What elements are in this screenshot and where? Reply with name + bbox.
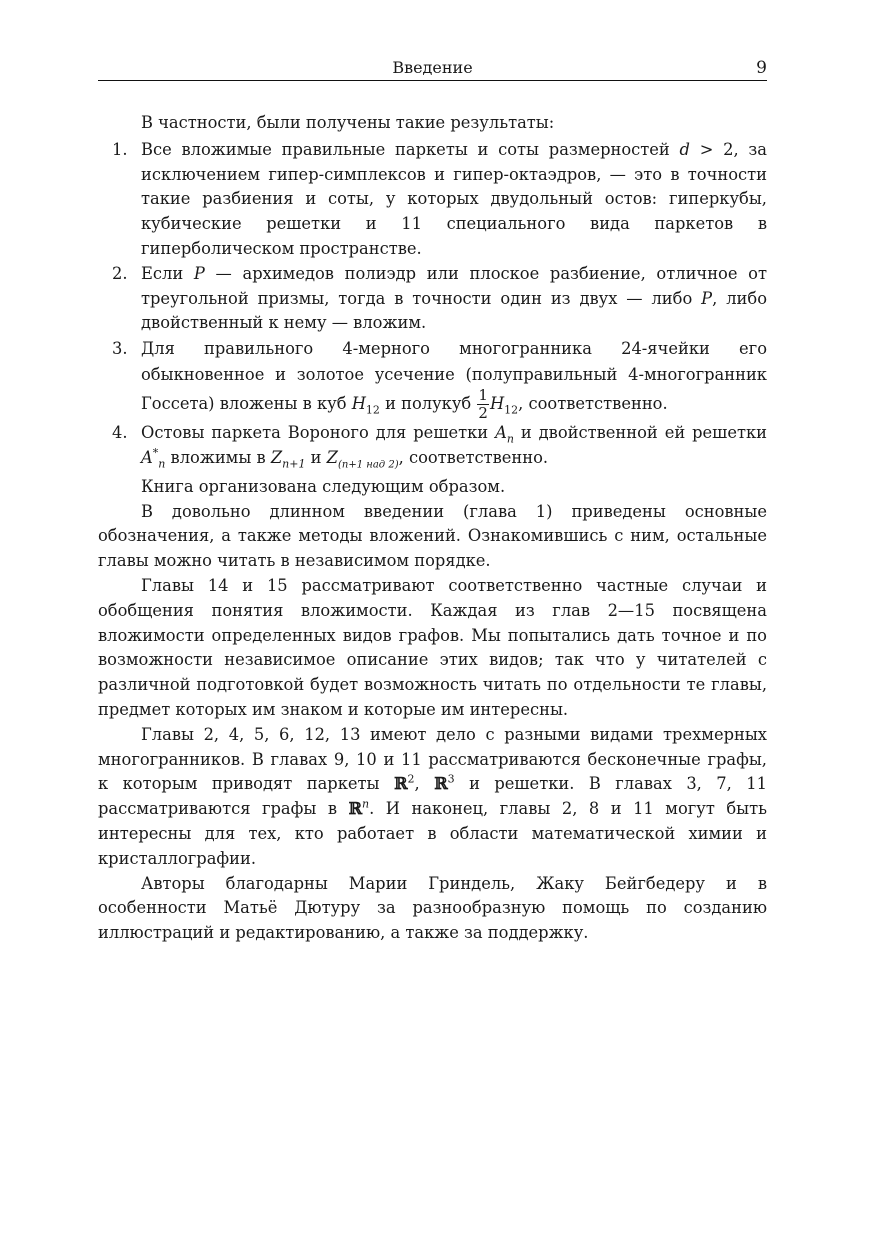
- result-text: вложимы в: [165, 447, 271, 467]
- math-subscript: 12: [365, 403, 380, 417]
- math-variable: Z: [326, 447, 338, 467]
- math-real-symbol: ℝ: [348, 799, 363, 819]
- result-text: — архимедов полиэдр или плоское разбиение, отличное от треугольной призмы, тогда в точности один из двух — либо: [141, 263, 767, 308]
- result-text: и двойственной ей решетки: [513, 423, 767, 443]
- running-title: Введение: [392, 58, 473, 77]
- result-text: , соответственно.: [398, 447, 549, 467]
- paragraph-introduction: В довольно длинном введении (глава 1) приведены основные обозначения, а также методы вложений. Ознакомившись с ним, остальные главы можно читать в независимом порядке.: [98, 501, 767, 571]
- math-variable: H: [489, 394, 505, 414]
- math-variable: H: [351, 394, 366, 414]
- page: [98, 56, 767, 946]
- result-text: и: [305, 447, 327, 467]
- result-item-4: [98, 421, 767, 471]
- result-item-2: [98, 262, 767, 336]
- result-text: Если: [141, 263, 194, 283]
- math-variable: P: [193, 263, 205, 283]
- math-superscript: 3: [447, 772, 455, 786]
- fraction-denominator: 2: [478, 404, 488, 423]
- math-subscript: 12: [504, 403, 519, 417]
- result-text: > 2, за исключением гипер-симплексов и гипер-октаэдров, — это в точности такие разбиения и соты, у которых двудольный остов: гиперкубы, кубические решетки и 11 специального вида паркетов в гиперболическом пространстве.: [141, 139, 768, 258]
- result-number: 4.: [112, 423, 128, 443]
- page-number: 9: [756, 58, 767, 78]
- result-number: 2.: [112, 263, 128, 283]
- math-superscript: *: [152, 446, 159, 460]
- math-binomial-subscript: (n+1 над 2): [338, 459, 399, 471]
- math-variable: Z: [270, 447, 283, 467]
- math-variable: A: [495, 423, 507, 443]
- result-number: 1.: [112, 139, 128, 159]
- math-subscript: n: [506, 432, 514, 446]
- math-variable: P: [701, 288, 713, 308]
- math-variable: A: [141, 447, 153, 467]
- fraction: [477, 388, 489, 421]
- result-text: , либо двойственный к нему — вложим.: [141, 288, 767, 333]
- paragraph-text: Главы 2, 4, 5, 6, 12, 13 имеют дело с разными видами трехмерных многогранников. В главах 9, 10 и 11 рассматриваются бесконечные графы, к которым приводят паркеты: [98, 724, 767, 794]
- paragraph-text: ,: [414, 774, 435, 794]
- running-head: [98, 56, 767, 81]
- result-text: Все вложимые правильные паркеты и соты размерностей: [141, 139, 670, 159]
- result-number: 3.: [112, 339, 128, 359]
- paragraph-text: . И наконец, главы 2, 8 и 11 могут быть интересны для тех, кто работает в области математической химии и кристаллографии.: [98, 799, 768, 868]
- math-superscript: 2: [407, 772, 415, 786]
- fraction-numerator: 1: [478, 386, 488, 405]
- paragraph-chapters-content: [98, 723, 767, 872]
- body-text: [98, 111, 767, 946]
- math-real-symbol: ℝ: [393, 774, 408, 794]
- result-text: , соответственно.: [518, 394, 668, 414]
- paragraph-text: и решетки. В главах 3, 7, 11 рассматриваются графы в: [98, 774, 767, 819]
- math-subscript: n+1: [282, 457, 306, 471]
- result-text: и полукуб: [379, 394, 477, 414]
- math-real-symbol: ℝ: [434, 774, 448, 794]
- math-superscript: n: [362, 797, 370, 811]
- result-item-1: [98, 138, 767, 262]
- paragraph-organization: Книга организована следующим образом.: [141, 476, 506, 496]
- paragraph-chapters-scope: Главы 14 и 15 рассматривают соответственно частные случаи и обобщения понятия вложимости. Каждая из глав 2—15 посвящена вложимости определенных видов графов. Мы попытались дать точное и по возможности независимое описание этих видов; так что у читателей с различной подготовкой будет возможность читать по отдельности те главы, предмет которых им знаком и которые им интересны.: [98, 575, 767, 719]
- math-subscript: n: [158, 457, 166, 471]
- intro-paragraph: В частности, были получены такие результаты:: [141, 113, 555, 132]
- result-text: Для правильного 4-мерного многогранника 24-ячейки его обыкновенное и золотое усечение (полуправильный 4-многогранник Госсета) вложены в куб: [141, 339, 767, 414]
- result-item-3: [98, 336, 767, 421]
- results-list: [98, 138, 767, 471]
- math-variable: d: [679, 139, 690, 159]
- result-text: Остовы паркета Вороного для решетки: [141, 423, 496, 443]
- paragraph-acknowledgements: Авторы благодарны Марии Гриндель, Жаку Бейгбедеру и в особенности Матьё Дютуру за разнообразную помощь по созданию иллюстраций и редактированию, а также за поддержку.: [98, 873, 767, 943]
